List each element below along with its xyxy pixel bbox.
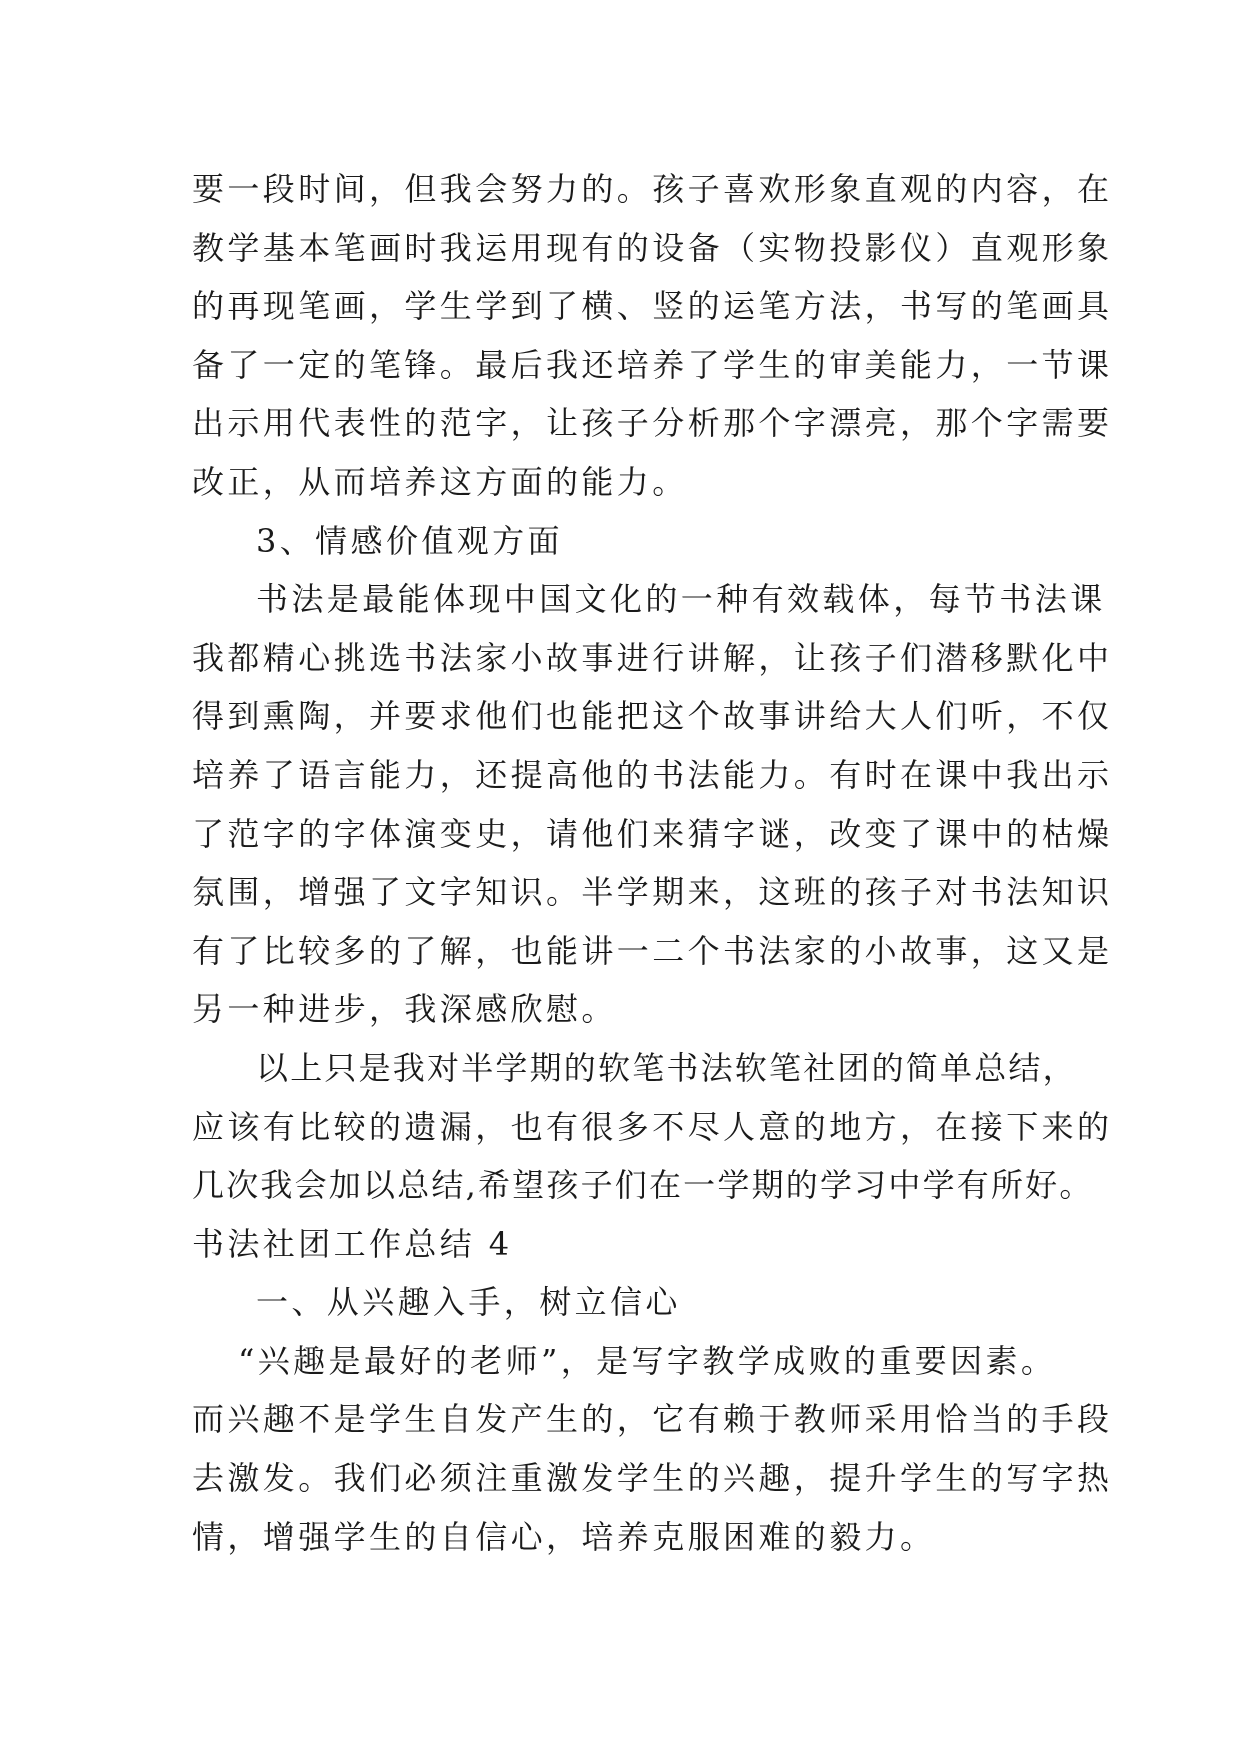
paragraph-line: 要一段时间，但我会努力的。孩子喜欢形象直观的内容，在 <box>192 170 1113 208</box>
paragraph-line: 情，增强学生的自信心，培养克服困难的毅力。 <box>192 1517 936 1556</box>
paragraph-line: 改正，从而培养这方面的能力。 <box>192 462 688 501</box>
section-heading: 3、情感价值观方面 <box>256 521 563 560</box>
paragraph-line: 得到熏陶，并要求他们也能把这个故事讲给大人们听，不仅 <box>192 697 1113 736</box>
paragraph-line: 我都精心挑选书法家小故事进行讲解，让孩子们潜移默化中 <box>192 638 1113 677</box>
paragraph-line: 的再现笔画，学生学到了横、竖的运笔方法，书写的笔画具 <box>192 287 1113 326</box>
paragraph-line: 备了一定的笔锋。最后我还培养了学生的审美能力，一节课 <box>192 345 1113 384</box>
paragraph-line: 另一种进步，我深感欣慰。 <box>192 990 617 1029</box>
document-title: 书法社团工作总结 4 <box>192 1224 513 1263</box>
paragraph-line: 有了比较多的了解，也能讲一二个书法家的小故事，这又是 <box>192 931 1113 970</box>
paragraph-line: 以上只是我对半学期的软笔书法软笔社团的简单总结， <box>256 1048 1077 1087</box>
paragraph-line: 出示用代表性的范字，让孩子分析那个字漂亮，那个字需要 <box>192 404 1113 443</box>
section-heading: 一、从兴趣入手，树立信心 <box>256 1283 681 1322</box>
paragraph-line: 教学基本笔画时我运用现有的设备（实物投影仪）直观形象 <box>192 228 1113 267</box>
paragraph-line: 应该有比较的遗漏，也有很多不尽人意的地方，在接下来的 <box>192 1107 1113 1146</box>
paragraph-line: “兴趣是最好的老师”，是写字教学成败的重要因素。 <box>238 1341 1057 1380</box>
paragraph-line: 氛围，增强了文字知识。半学期来，这班的孩子对书法知识 <box>192 873 1113 912</box>
paragraph-line: 了范字的字体演变史，请他们来猜字谜，改变了课中的枯燥 <box>192 814 1113 853</box>
document-page <box>192 160 1113 1566</box>
paragraph-line: 去激发。我们必须注重激发学生的兴趣，提升学生的写字热 <box>192 1459 1113 1498</box>
paragraph-line: 几次我会加以总结,希望孩子们在一学期的学习中学有所好。 <box>192 1166 1094 1205</box>
paragraph-line: 而兴趣不是学生自发产生的，它有赖于教师采用恰当的手段 <box>192 1400 1113 1439</box>
paragraph-line: 培养了语言能力，还提高他的书法能力。有时在课中我出示 <box>192 755 1113 794</box>
paragraph-line: 书法是最能体现中国文化的一种有效载体，每节书法课 <box>256 580 1106 619</box>
